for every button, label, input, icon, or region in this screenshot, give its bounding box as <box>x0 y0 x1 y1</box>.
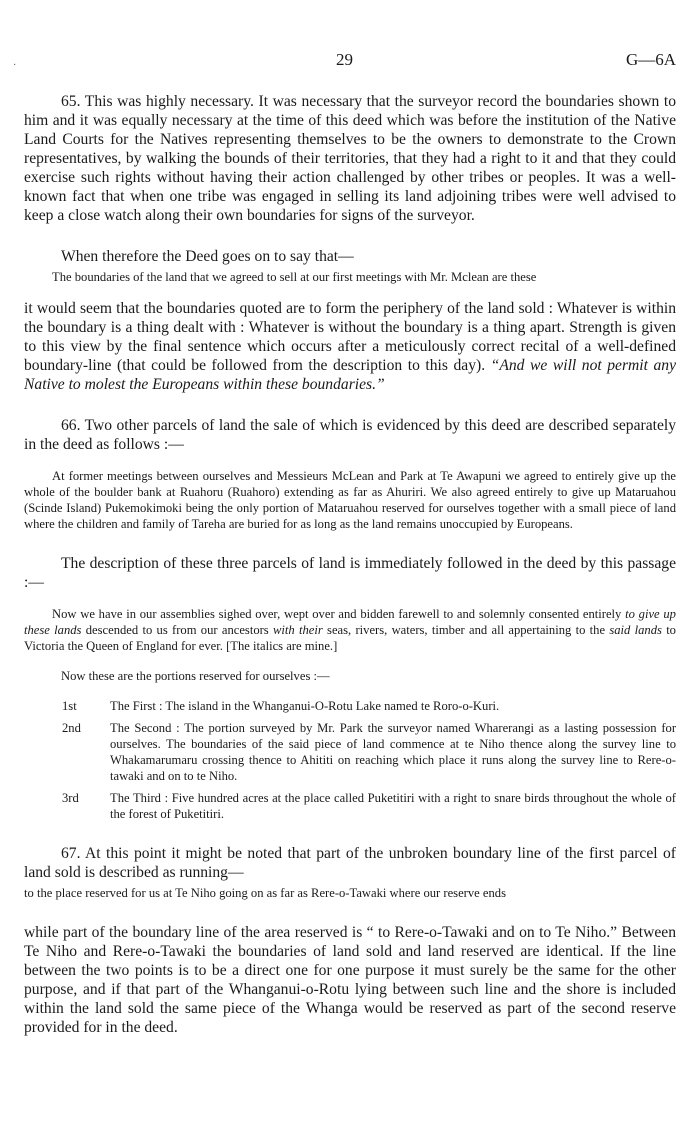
paragraph-final: while part of the boundary line of the area reserved is “ to Rere-o-Tawaki and on to Te Niho.” Between Te Niho and Rere-o-Tawaki the boundaries of land sold and land reserved are identical. If the line between the two points is to be a direct one for one purpose it must surely be the same for the other purpose, and if that part of the Whanganui-o-Rotu lying between such line and the shore is included within the land sold the same piece of the Whanga would be reserved as part of the second reserve provided for in the deed. <box>24 924 676 1036</box>
periphery-italic-quote: “And we will not permit any Native to molest the Europeans within these boundaries.” <box>24 357 676 393</box>
assemblies-text-1: Now we have in our assemblies sighed over, wept over and bidden farewell to and solemnly consented entirely <box>52 607 626 621</box>
assemblies-italic-1: to give up these lands <box>24 607 676 637</box>
deed-intro: When therefore the Deed goes on to say that— <box>61 248 354 265</box>
assemblies-text-3: seas, rivers, waters, timber and all appertaining to the <box>322 623 610 637</box>
assemblies-text-4: to Victoria the Queen of England for ever. [The italics are mine.] <box>24 623 676 653</box>
portion-item-2 <box>62 720 677 784</box>
portion-text: The portion surveyed by Mr. Park the surveyor named Wharerangi as a lasting possession for ourselves. The boundaries of the said piece of land commence at te Niho thence along the survey line to Whakamarumaru crossing thence to Ahititi on reaching which place it runs along the survey line to Rere-o-tawaki and on to te Niho. <box>110 721 677 783</box>
portion-item-3 <box>62 790 676 822</box>
portion-text: Five hundred acres at the place called Puketitiri with a right to snare birds throughout the whole of the forest of Puketitiri. <box>110 791 676 821</box>
portion-number: 2nd <box>62 721 81 735</box>
portion-title: The Second : <box>110 721 180 735</box>
portion-text: The island in the Whanganui-O-Rotu Lake named te Roro-o-Kuri. <box>165 699 500 713</box>
portion-title: The First : <box>110 699 163 713</box>
quote-reserved: to the place reserved for us at Te Niho going on as far as Rere-o-Tawaki where our reserve ends <box>24 886 506 900</box>
periphery-text: it would seem that the boundaries quoted are to form the periphery of the land sold : Whatever is within the boundary is a thing dealt with : Whatever is without the boundary is a thing apart. Strength is given to this view by the final sentence which occurs after a meticulously correct recital of a well-defined boundary-line (that could be followed from the description to this day). <box>24 300 676 374</box>
page-content <box>24 92 676 1037</box>
paragraph-67: 67. At this point it might be noted that part of the unbroken boundary line of the first parcel of land sold is described as running— <box>24 845 676 881</box>
assemblies-italic-2: with their <box>273 623 323 637</box>
quote-boundaries: The boundaries of the land that we agreed to sell at our first meetings with Mr. Mclean are these <box>52 270 537 284</box>
portions-lead: Now these are the portions reserved for ourselves :— <box>61 669 330 683</box>
quote-assemblies <box>24 606 676 654</box>
quote-meetings: At former meetings between ourselves and Messieurs McLean and Park at Te Awapuni we agreed to entirely give up the whole of the boulder bank at Ruahoru (Ruahoro) extending as far as Ahuriri. We also agreed entirely to give up Mataruahou (Scinde Island) Pukemokimoki being the only portion of Mataruahou reserved for ourselves together with a small piece of land where the children and family of Tareha are buried for as long as the land remains unoccupied by Europeans. <box>24 469 676 531</box>
paragraph-periphery <box>24 299 676 394</box>
assemblies-italic-3: said lands <box>609 623 662 637</box>
paragraph-description: The description of these three parcels of land is immediately followed in the deed by this passage :— <box>24 555 676 591</box>
assemblies-text-2: descended to us from our ancestors <box>81 623 273 637</box>
paragraph-66: 66. Two other parcels of land the sale of which is evidenced by this deed are described separately in the deed as follows :— <box>24 417 676 453</box>
paragraph-65: 65. This was highly necessary. It was necessary that the surveyor record the boundaries shown to him and it was equally necessary at the time of this deed which was before the institution of the Native Land Courts for the Natives representing themselves to be the owners to demonstrate to the Crown representatives, by walking the bounds of their territories, that they had a right to it and that they could exercise such rights without having their action challenged by other tribes or peoples. It was a well-known fact that when one tribe was engaged in selling its land adjoining tribes were well advised to keep a close watch along their own boundaries for signs of the surveyor. <box>24 93 676 224</box>
margin-mark: · <box>13 60 17 71</box>
portion-number: 1st <box>62 699 77 713</box>
page-number: 29 <box>336 50 353 69</box>
document-reference: G—6A <box>625 50 676 69</box>
portion-number: 3rd <box>62 791 79 805</box>
portion-item-1 <box>62 698 676 714</box>
portion-title: The Third : <box>110 791 169 805</box>
